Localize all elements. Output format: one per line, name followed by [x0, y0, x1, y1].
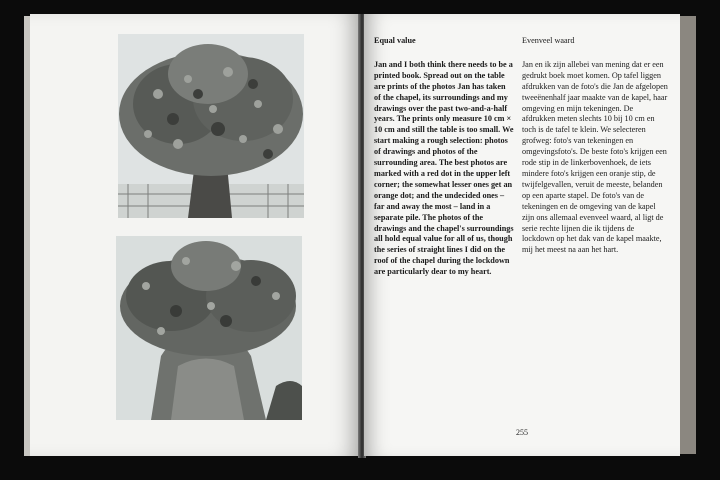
- page-number: 255: [516, 428, 528, 437]
- left-page: [30, 14, 360, 456]
- english-body: Jan and I both think there needs to be a printed book. Spread out on the table are prints of the photos Jan has taken of the chapel, its surroundings and my drawings over the past two-and-a-half years. The prints only measure 10 cm × 10 cm and still the table is too small. We start making a rough selection: photos of drawings and photos of the surrounding area. The best photos are marked with a red dot in the upper left corner; the somewhat lesser ones get an orange dot; and the undecided ones – far and away the most – land in a separate pile. The photos of the drawings and the chapel's surroundings all hold equal value for all of us, though the series of straight lines I did on the roof of the chapel during the lockdown are particularly dear to my heart.: [374, 59, 514, 277]
- tree-photo-bottom: [116, 236, 302, 420]
- open-book: [30, 14, 696, 458]
- dutch-column: [522, 36, 668, 256]
- dutch-body: Jan en ik zijn allebei van mening dat er een gedrukt boek moet komen. Op tafel liggen afdrukken van de foto's die Jan de afgelopen tweeënenhalf jaar maakte van de kapel, haar omgeving en mijn tekeningen. De afdrukken meten slechts 10 bij 10 cm en toch is de tafel te klein. We selecteren grofweg: foto's van tekeningen en omgevingsfoto's. De beste foto's krijgen een rode stip in de linkerbovenhoek, de iets mindere foto's krijgen een oranje stip, de twijfelgevallen, veruit de meeste, belanden op een aparte stapel. De foto's van de tekeningen en de omgeving van de kapel zijn ons allemaal evenveel waard, al ligt de serie rechte lijnen die ik tijdens de lockdown op het dak van de kapel maakte, mij het meest na aan het hart.: [522, 59, 668, 255]
- right-page-edge: [680, 16, 696, 454]
- english-heading: Equal value: [374, 36, 416, 45]
- right-page: [364, 14, 680, 456]
- dutch-heading: Evenveel waard: [522, 36, 575, 45]
- english-column: [374, 36, 514, 278]
- tree-photo-top: [118, 34, 304, 218]
